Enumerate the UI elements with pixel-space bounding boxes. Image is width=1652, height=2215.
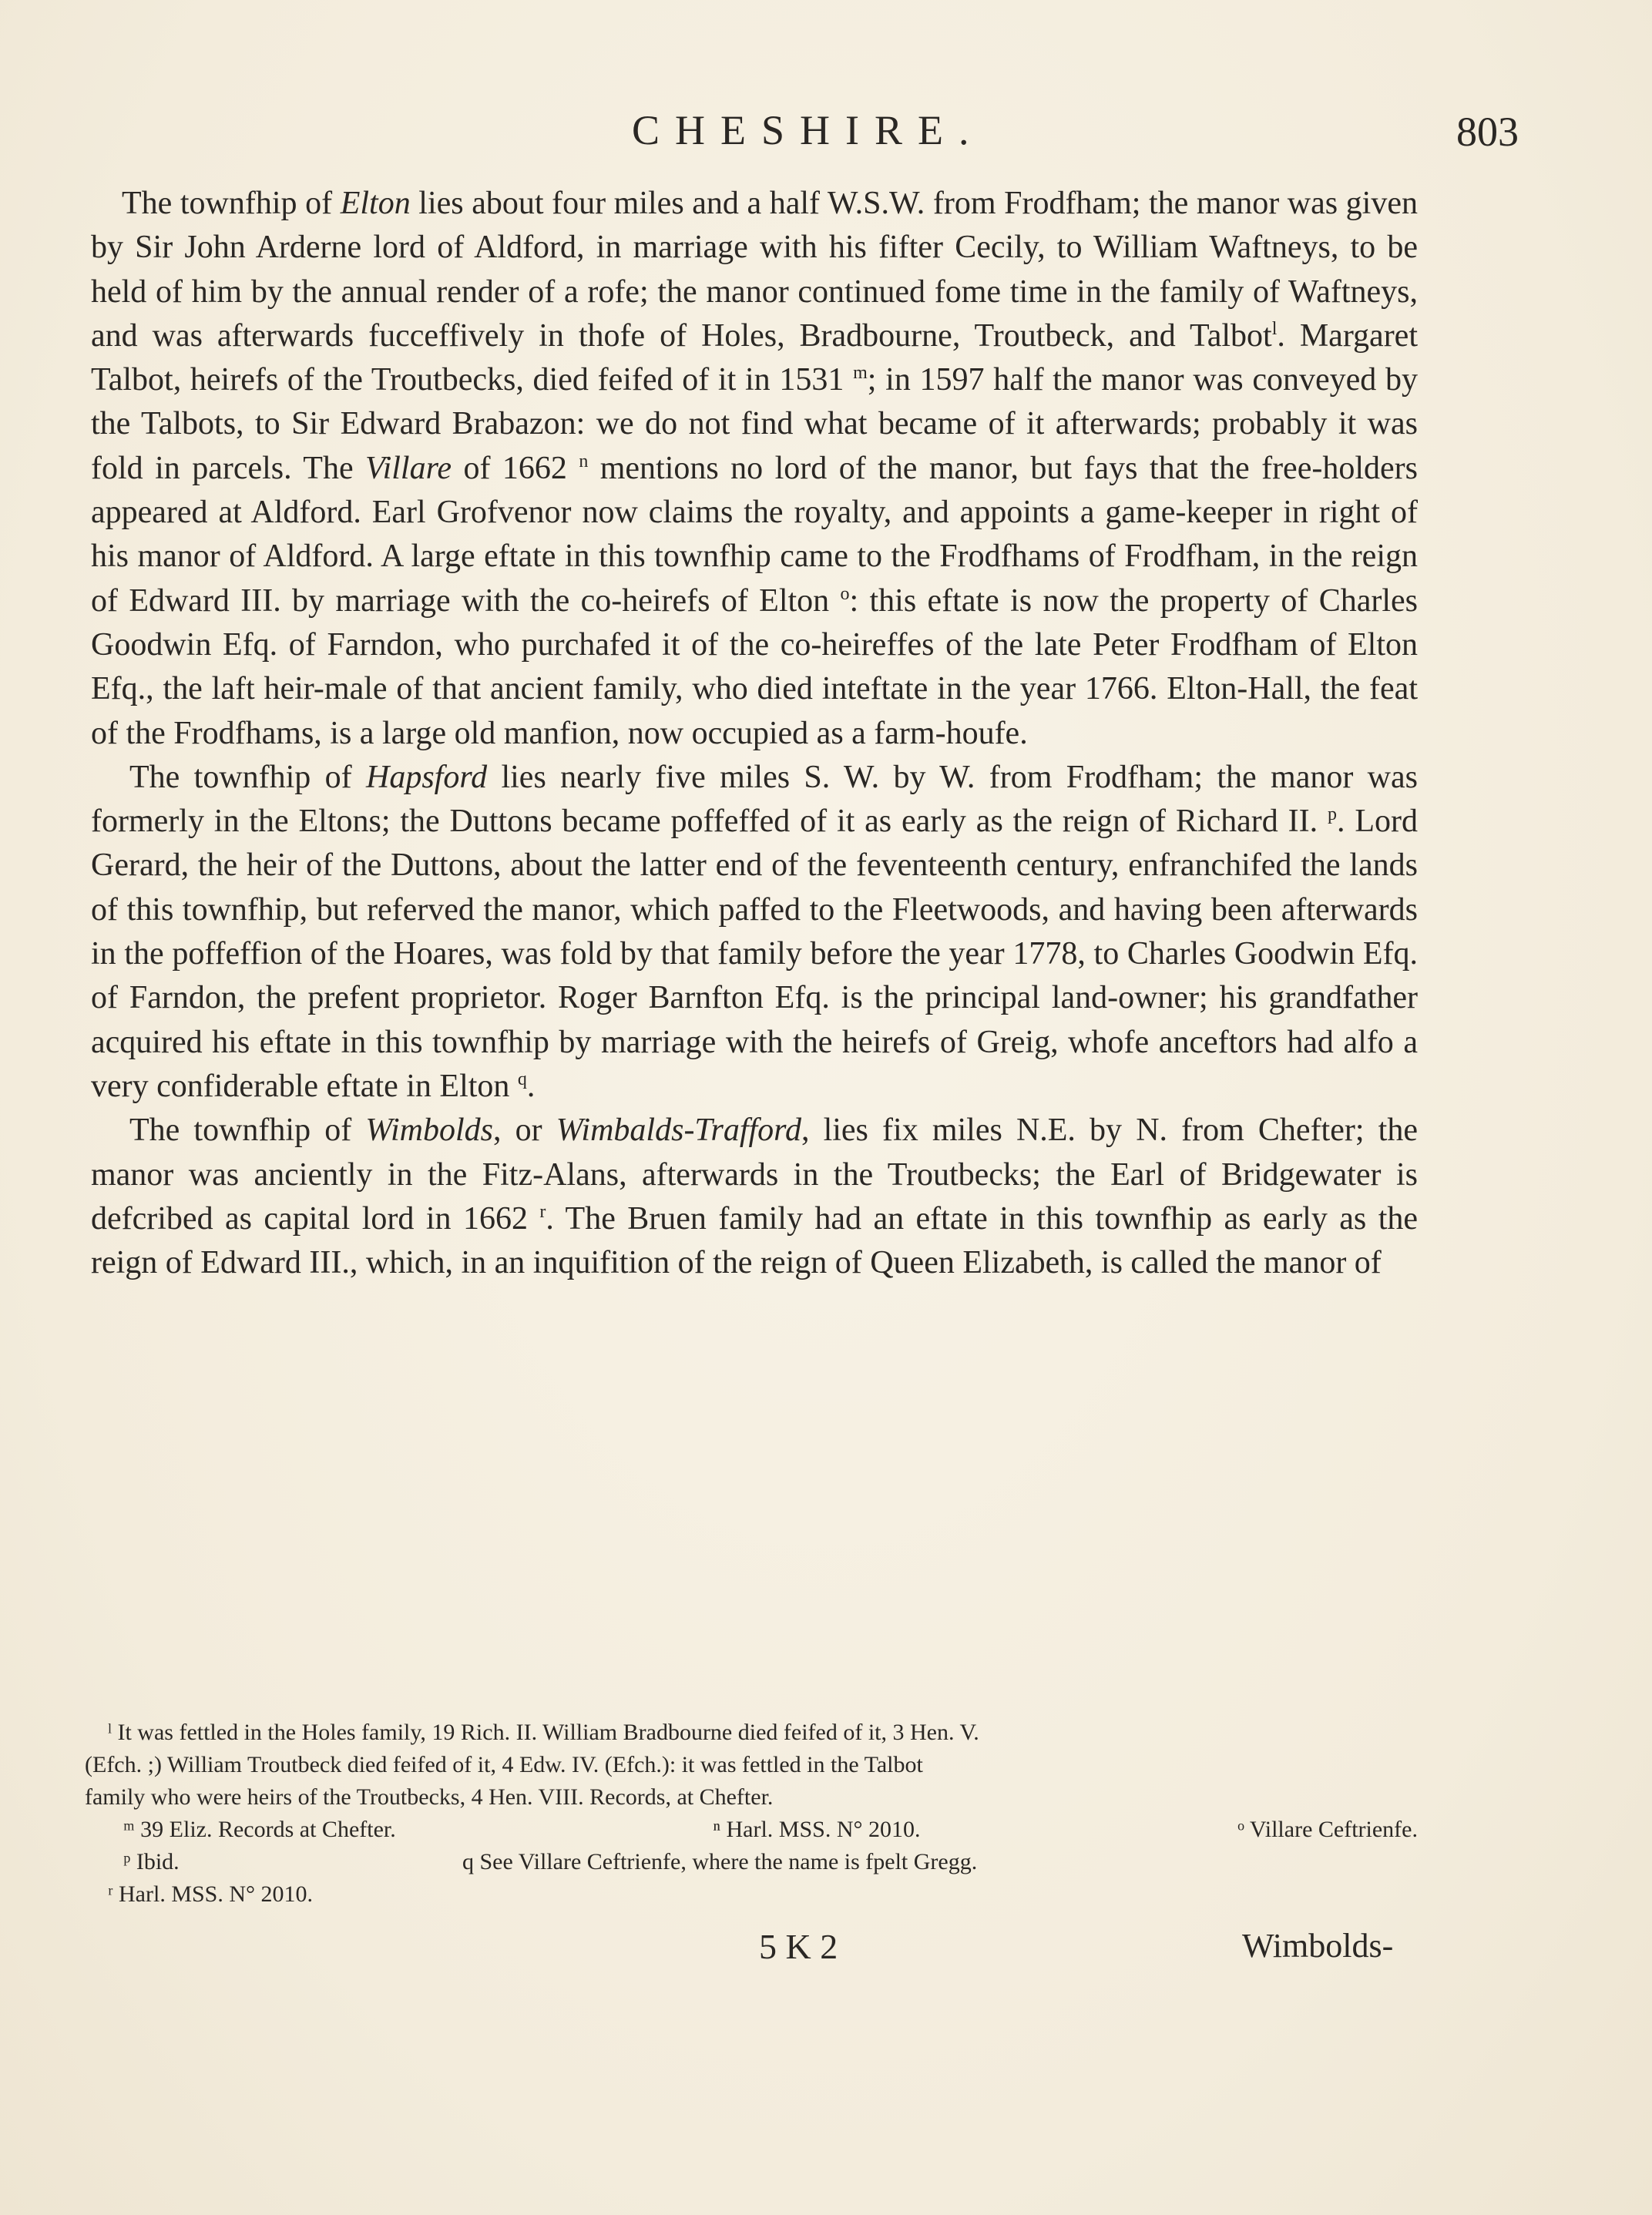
signature-mark: 5 K 2 — [759, 1927, 838, 1966]
footnote-marker: p — [1327, 804, 1337, 825]
running-head-title: CHESHIRE. — [632, 107, 985, 153]
italic-term: Wimbalds-Trafford — [556, 1113, 801, 1149]
paragraph-text: The townfhip of — [129, 1113, 366, 1149]
italic-term: Villare — [365, 450, 452, 486]
paragraph-text: , or — [493, 1113, 556, 1149]
footnote-n: ⁿ Harl. MSS. N° 2010. — [713, 1817, 921, 1842]
paragraph-text: . — [526, 1068, 536, 1104]
footnote-row-mno — [85, 1814, 1418, 1846]
footnote-l-line-1: ˡ It was fettled in the Holes family, 19 Rich. II. William Bradbourne died feifed of it, 3 Hen. V. — [108, 1720, 979, 1745]
italic-term: Hapsford — [365, 759, 488, 795]
footnote-l-line-2: (Efch. ;) William Troutbeck died feifed of it, 4 Edw. IV. (Efch.): it was fettled in the Talbot — [85, 1752, 923, 1777]
paragraph-wimbolds — [91, 1109, 1418, 1285]
italic-term: Wimbolds — [365, 1113, 494, 1149]
paragraph-text: : this eftate is now the property of Charles Goodwin Efq. of Farndon, who purchafed it of the co-heireffes of the late Peter Frodfham of Elton Efq., the laft heir-male of that ancient family, who died inteftate in the year 1766. Elton-Hall, the feat of the Frodfhams, is a large old manfion, now occupied as a farm-houfe. — [91, 582, 1418, 751]
paragraph-text: . Lord Gerard, the heir of the Duttons, about the latter end of the feventeenth century, enfranchifed the lands of this townfhip, but referved the manor, which paffed to the Fleetwoods, and having been afterwards in the poffeffion of the Hoares, was fold by that family before the year 1778, to Charles Goodwin Efq. of Farndon, the prefent proprietor. Roger Barnfton Efq. is the principal land-owner; his grandfather acquired his eftate in this townfhip by marriage with the heirefs of Greig, whofe anceftors had alfo a very confiderable eftate in Elton — [91, 804, 1418, 1104]
paragraph-hapsford — [91, 756, 1418, 1109]
footnote-marker: q — [517, 1069, 527, 1089]
paragraph-text: ; in 1597 half the manor was conveyed by the Talbots, to Sir Edward Brabazon: we do not find what became of it afterwards; probably it was fold in parcels. The — [91, 362, 1419, 486]
footnote-marker: n — [579, 451, 589, 472]
body-text — [91, 182, 1418, 1285]
paragraph-text: of 1662 — [452, 450, 579, 486]
footnote-marker: m — [853, 363, 868, 384]
footnote-marker: o — [840, 583, 850, 604]
page-number: 803 — [1456, 109, 1519, 155]
italic-term: Elton — [340, 186, 411, 221]
footnote-marker: r — [539, 1201, 546, 1222]
footnote-o: ᵒ Villare Ceftrienfe. — [1237, 1817, 1418, 1842]
paragraph-text: , lies fix miles N.E. by N. from Chefter; the manor was anciently in the Fitz-Alans, afterwards in the Troutbecks; the Earl of Bridgewater is defcribed as capital lord in 1662 — [91, 1113, 1418, 1237]
paragraph-text: . Margaret Talbot, heirefs of the Troutbecks, died feifed of it in 1531 — [91, 317, 1418, 398]
paragraph-text: mentions no lord of the manor, but fays that the free-holders appeared at Aldford. Earl Grofvenor now claims the royalty, and appoints a game-keeper in right of his manor of Aldford. A large eftate in this townfhip came to the Frodfhams of Frodfham, in the reign of Edward III. by marriage with the co-heirefs of Elton — [91, 450, 1418, 619]
footnotes — [85, 1717, 1418, 1911]
footnote-l-line-3: family who were heirs of the Troutbecks, 4 Hen. VIII. Records, at Chefter. — [85, 1784, 774, 1810]
paragraph-text: lies nearly five miles S. W. by W. from Frodfham; the manor was formerly in the Eltons; the Duttons became poffeffed of it as early as the reign of Richard II. — [91, 759, 1418, 840]
catchword: Wimbolds- — [1242, 1927, 1394, 1965]
paragraph-text: lies about four miles and a half W.S.W. from Frodfham; the manor was given by Sir John Arderne lord of Aldford, in marriage with his fifter Cecily, to William Waftneys, to be held of him by the annual render of a rofe; the manor continued fome time in the family of Waftneys, and was afterwards fucceffively in thofe of Holes, Bradbourne, Troutbeck, and Talbot — [91, 186, 1418, 354]
paragraph-elton — [91, 182, 1418, 756]
footnote-q: q See Villare Ceftrienfe, where the name is fpelt Gregg. — [462, 1849, 978, 1874]
footnote-row-pq — [85, 1846, 1418, 1878]
footnote-m: ᵐ 39 Eliz. Records at Chefter. — [123, 1817, 396, 1842]
footnote-p: ᵖ Ibid. — [123, 1849, 180, 1874]
paragraph-text: The townfhip of — [122, 186, 341, 221]
footnote-r: ʳ Harl. MSS. N° 2010. — [108, 1881, 314, 1907]
paragraph-text: The townfhip of — [129, 759, 366, 795]
footnote-marker: l — [1271, 318, 1278, 339]
paragraph-text: . The Bruen family had an eftate in this townfhip as early as the reign of Edward III., which, in an inquifition of the reign of Queen Elizabeth, is called the manor of — [91, 1200, 1418, 1281]
